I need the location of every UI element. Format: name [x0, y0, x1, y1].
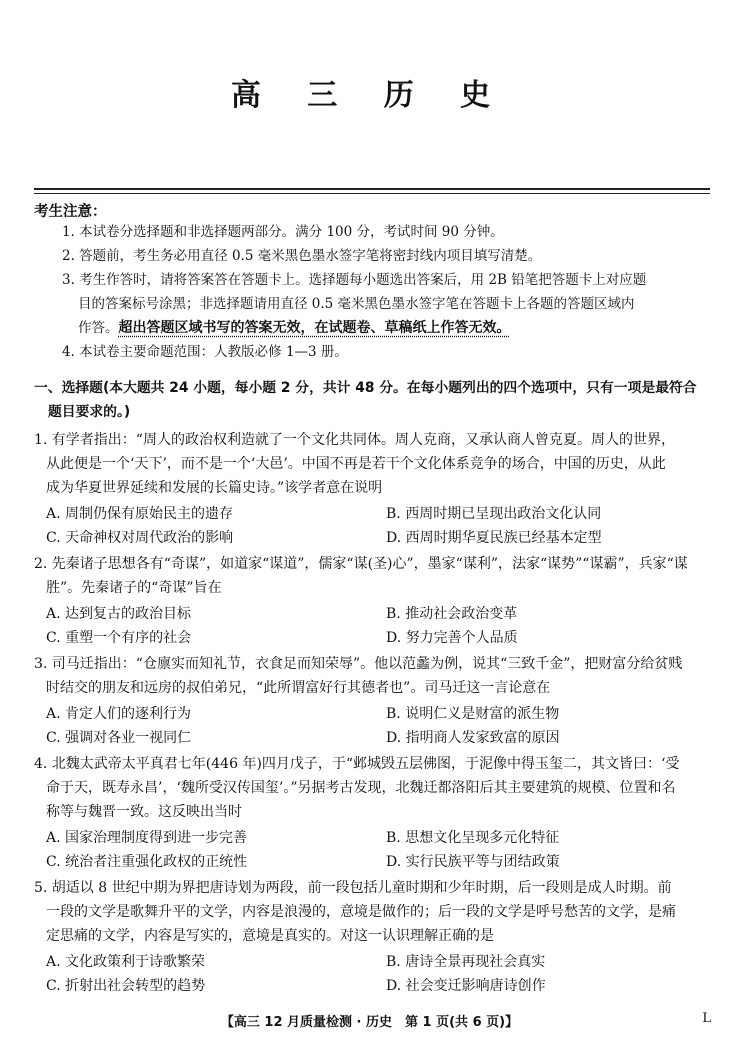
option-c: C. 统治者注重强化政权的正统性: [46, 854, 248, 870]
footer-mark: L: [702, 1011, 711, 1026]
question-2-line1: 2. 先秦诸子思想各有“奇谋”，如道家“谋道”，儒家“谋(圣)心”，墨家“谋利”，法家“谋势”“谋霸”，兵家“谋: [34, 556, 688, 572]
question-2: [34, 552, 724, 600]
notice-item-4: 4. 本试卷主要命题范围：人教版必修 1—3 册。: [62, 344, 348, 360]
question-5-line3: 定思痛的文学，内容是写实的，意境是真实的。对这一认识理解正确的是: [46, 928, 494, 944]
divider-thin: [34, 193, 710, 194]
question-2-options: [46, 602, 726, 650]
option-b: B. 西周时期已呈现出政治文化认同: [386, 506, 602, 522]
option-c: C. 强调对各业一视同仁: [46, 730, 192, 746]
option-a: A. 周制仍保有原始民主的遗存: [46, 506, 234, 522]
option-d: D. 西周时期华夏民族已经基本定型: [386, 530, 602, 546]
option-a: A. 文化政策利于诗歌繁荣: [46, 954, 206, 970]
question-3-line2: 时结交的朋友和远房的叔伯弟兄，“此所谓富好行其德者也”。司马迁这一言论意在: [46, 680, 551, 696]
question-5-line2: 一段的文学是歌舞升平的文学，内容是浪漫的，意境是做作的；后一段的文学是呼号愁苦的文学，是痛: [46, 904, 676, 920]
option-a: A. 达到复古的政治目标: [46, 606, 192, 622]
option-a: A. 肯定人们的逐利行为: [46, 706, 192, 722]
divider-thick: [34, 188, 710, 190]
option-d: D. 社会变迁影响唐诗创作: [386, 978, 546, 994]
question-2-line2: 胜”。先秦诸子的“奇谋”旨在: [46, 580, 222, 596]
notice-item-3: 3. 考生作答时，请将答案答在答题卡上。选择题每小题选出答案后，用 2B 铅笔把答题卡上对应题: [62, 272, 647, 288]
question-4-line3: 称等与魏晋一致。这反映出当时: [46, 804, 242, 820]
option-a: A. 国家治理制度得到进一步完善: [46, 830, 248, 846]
question-3-options: [46, 702, 726, 750]
notice-item-3-end: [78, 316, 712, 340]
question-5-line1: 5. 胡适以 8 世纪中期为界把唐诗划为两段，前一段包括儿童时期和少年时期，后一段则是成人时期。前: [34, 880, 672, 896]
section-heading: [34, 376, 719, 424]
option-b: B. 唐诗全景再现社会真实: [386, 954, 546, 970]
question-3: [34, 652, 724, 700]
page-footer: 【高三 12 月质量检测 · 历史 第 1 页(共 6 页)】: [220, 1015, 519, 1030]
option-b: B. 说明仁义是财富的派生物: [386, 706, 560, 722]
notice-item-2: 2. 答题前，考生务必用直径 0.5 毫米黑色墨水签字笔将密封线内项目填写清楚。: [62, 248, 542, 264]
question-1-line1: 1. 有学者指出：“周人的政治权利造就了一个文化共同体。周人克商，又承认商人曾克夏。周人的世界，: [34, 432, 675, 448]
option-c: C. 折射出社会转型的趋势: [46, 978, 206, 994]
question-4-line2: 命于天，既寿永昌’，‘魏所受汉传国玺’。”另据考古发现，北魏迁都洛阳后其主要建筑的规模、位置和名: [46, 780, 676, 796]
question-1-options: [46, 502, 726, 550]
question-1-line3: 成为华夏世界延续和发展的长篇史诗。”该学者意在说明: [46, 480, 383, 496]
question-3-line1: 3. 司马迁指出：“仓廪实而知礼节，衣食足而知荣辱”。他以范蠡为例，说其“三致千金”，把财富分给贫贱: [34, 656, 683, 672]
question-5: [34, 876, 724, 948]
question-4: [34, 752, 724, 824]
notice-item-1: 1. 本试卷分选择题和非选择题两部分。满分 100 分，考试时间 90 分钟。: [62, 224, 504, 240]
question-4-line1: 4. 北魏太武帝太平真君七年(446 年)四月戊子，于“邺城毁五层佛图，于泥像中得玉玺二，其文皆曰：‘受: [34, 756, 680, 772]
question-1-line2: 从此便是一个‘天下’，而不是一个‘大邑’。中国不再是若干个文化体系竞争的场合，中国的历史，从此: [46, 456, 666, 472]
page-title: 高 三 历 史: [230, 78, 509, 113]
notice-warning: 超出答题区域书写的答案无效，在试题卷、草稿纸上作答无效。: [118, 320, 511, 336]
option-d: D. 努力完善个人品质: [386, 630, 518, 646]
question-1: [34, 428, 724, 500]
notice-heading: 考生注意：: [34, 204, 107, 220]
notice-item-3-tail: 作答。: [78, 320, 119, 336]
option-b: B. 思想文化呈现多元化特征: [386, 830, 560, 846]
notice-item-3-cont: 目的答案标号涂黑；非选择题请用直径 0.5 毫米黑色墨水签字笔在答题卡上各题的答题区域内: [78, 296, 635, 312]
section-heading-line2: 题目要求的。): [48, 404, 131, 420]
question-4-options: [46, 826, 726, 874]
question-5-options: [46, 950, 726, 998]
option-d: D. 指明商人发家致富的原因: [386, 730, 560, 746]
option-c: C. 重塑一个有序的社会: [46, 630, 192, 646]
option-d: D. 实行民族平等与团结政策: [386, 854, 560, 870]
section-heading-line1: 一、选择题(本大题共 24 小题，每小题 2 分，共计 48 分。在每小题列出的四个选项中，只有一项是最符合: [34, 380, 697, 396]
option-b: B. 推动社会政治变革: [386, 606, 518, 622]
option-c: C. 天命神权对周代政治的影响: [46, 530, 234, 546]
